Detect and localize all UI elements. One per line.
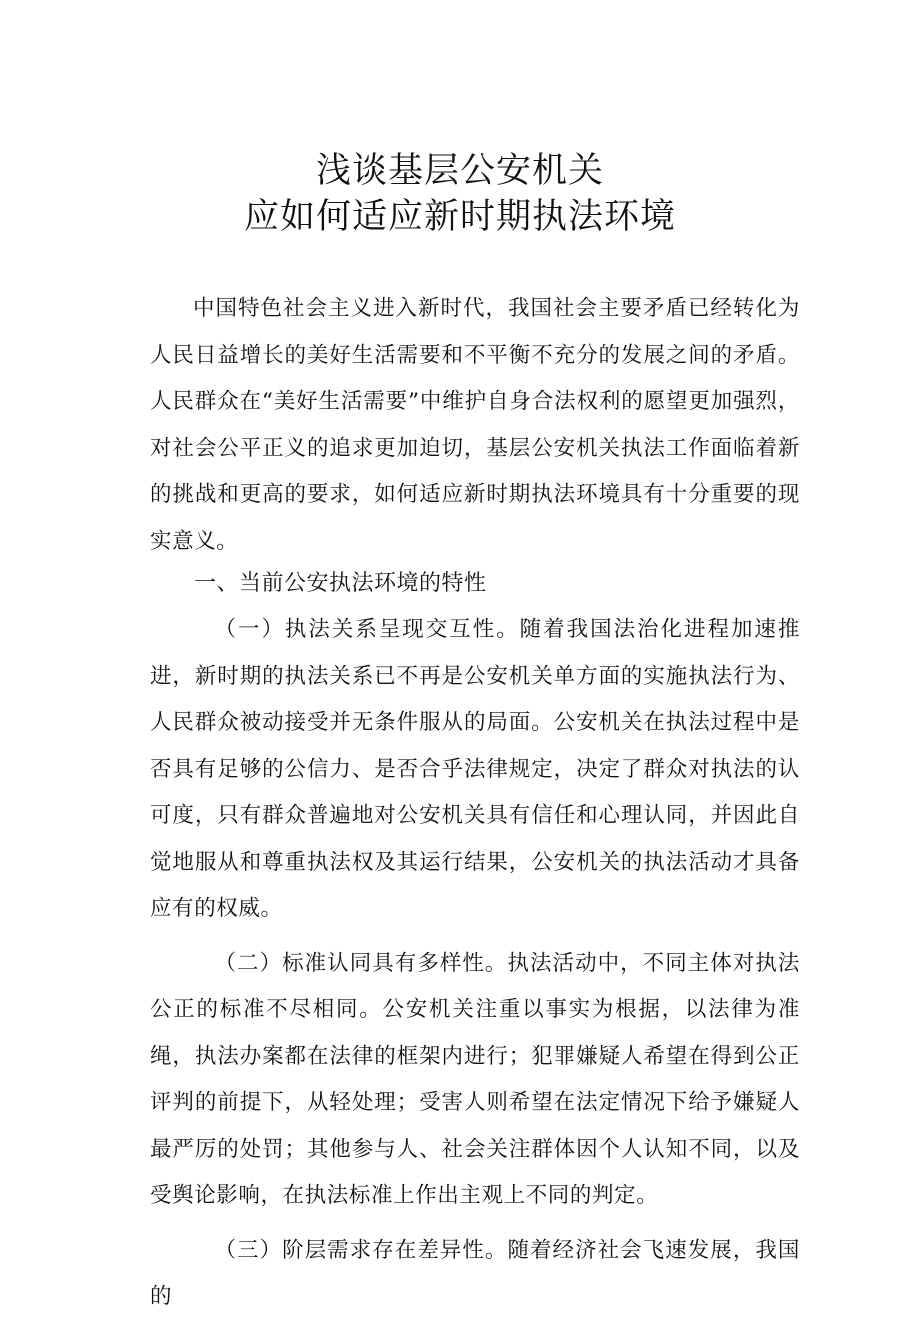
intro-paragraph: 中国特色社会主义进入新时代，我国社会主要矛盾已经转化为人民日益增长的美好生活需要和不平衡不充分的发展之间的矛盾。人民群众在“美好生活需要”中维护自身合法权利的愿望更加强烈，对社会公平正义的追求更加迫切，基层公安机关执法工作面临着新的挑战和更高的要求，如何适应新时期执法环境具有十分重要的现实意义。 [150,296,800,554]
title-line-2: 应如何适应新时期执法环境 [243,197,676,237]
section-heading-1: 一、当前公安执法环境的特性 [194,571,487,596]
title-line-1: 浅谈基层公安机关 [315,151,604,191]
document-title [0,148,920,240]
subsection-paragraph-2: （二）标准认同具有多样性。执法活动中，不同主体对执法公正的标准不尽相同。公安机关注重以事实为根据，以法律为准绳，执法办案都在法律的框架内进行；犯罪嫌疑人希望在得到公正评判的前提下，从轻处理；受害人则希望在法定情况下给予嫌疑人最严厉的处罚；其他参与人、社会关注群体因个人认知不同，以及受舆论影响，在执法标准上作出主观上不同的判定。 [150,950,800,1208]
subsection-paragraph-1: （一）执法关系呈现交互性。随着我国法治化进程加速推进，新时期的执法关系已不再是公安机关单方面的实施执法行为、人民群众被动接受并无条件服从的局面。公安机关在执法过程中是否具有足够的公信力、是否合乎法律规定，决定了群众对执法的认可度，只有群众普遍地对公安机关具有信任和心理认同，并因此自觉地服从和尊重执法权及其运行结果，公安机关的执法活动才具备应有的权威。 [150,617,800,921]
subsection-paragraph-3: （三）阶层需求存在差异性。随着经济社会飞速发展，我国的 [150,1237,800,1309]
document-body [150,286,800,1321]
